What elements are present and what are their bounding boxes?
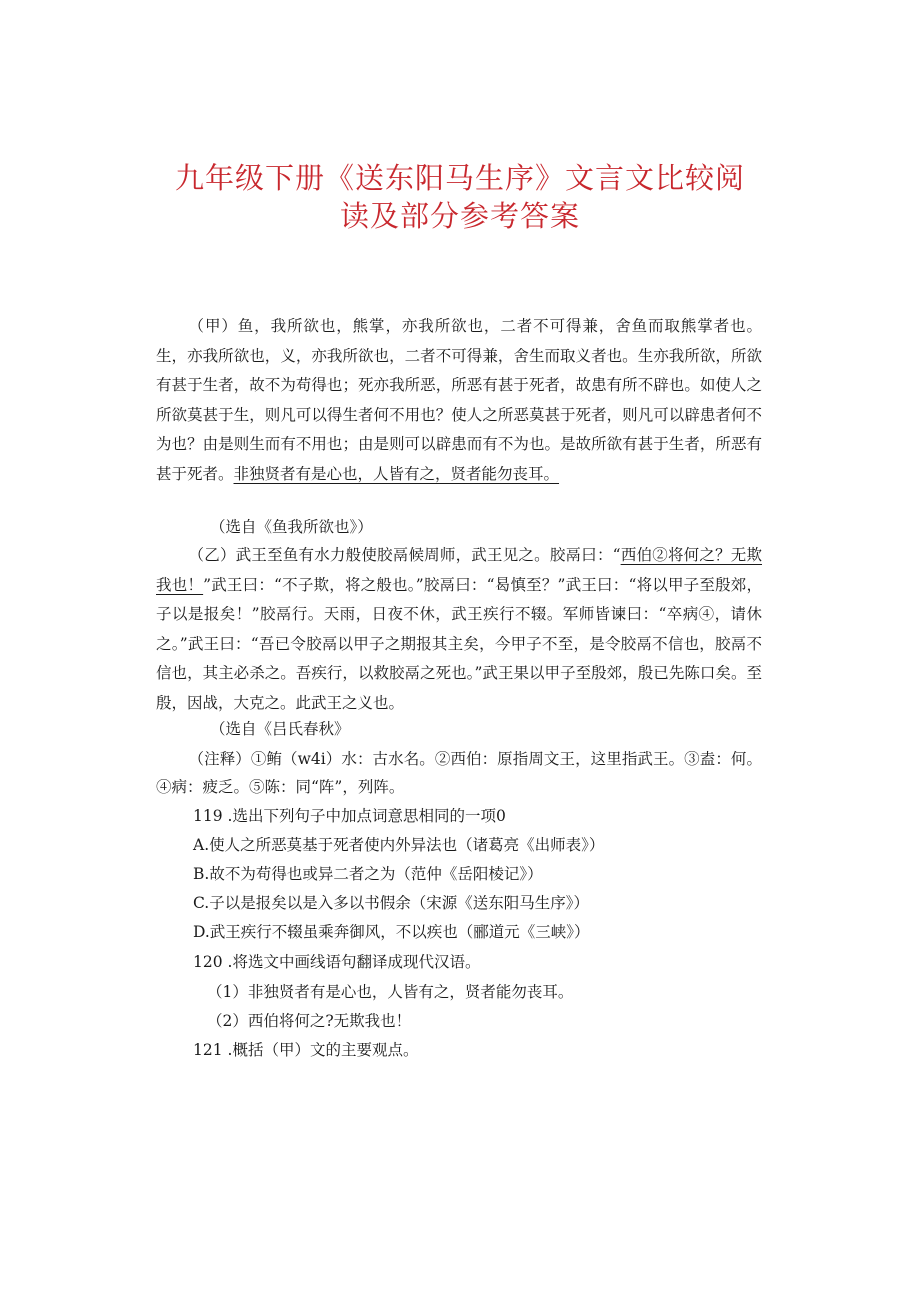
question-119-option-d: D.武王疾行不辍虽乘奔御风，不以疾也（郦道元《三峡》） [193,923,590,941]
question-119-option-c: C.子以是报矣以是入多以书假余（宋源《送东阳马生序》） [193,894,589,912]
question-120: 120 .将选文中画线语句翻译成现代汉语。 [193,953,481,971]
question-120-item-1: （1）非独贤者有是心也，人皆有之，贤者能勿丧耳。 [207,983,574,1001]
passage-yi-source: （选自《吕氏春秋》 [210,720,350,738]
annotation-notes: （注释）①鲔（w4i）水：古水名。②西伯：原指周文王，这里指武王。③盍：何。④病：疲乏。⑤陈：同“阵”，列阵。 [156,750,762,796]
question-120-item-2: （2）西伯将何之?无欺我也！ [207,1012,412,1030]
passage-jia [156,312,762,490]
passage-jia-source: （选自《鱼我所欲也》） [210,518,373,536]
passage-yi-text-a: （乙）武王至鱼有水力般使胶鬲候周师，武王见之。胶鬲曰：“ [188,546,621,564]
passage-yi-text-b: ”武王曰：“不子欺，将之般也。”胶鬲曰：“曷慎至？”武王曰：“将以甲子至殷郊，子以是报矣！”胶鬲行。天雨，日夜不休，武王疾行不辍。军师皆谏曰：“卒病④，请休之。”武王曰：“吾已令胶鬲以甲子之期报其主矣，今甲子不至，是令胶鬲不信也，胶鬲不信也，其主必杀之。吾疾行，以救胶鬲之死也。”武王果以甲子至殷郊，殷已先陈口矣。至殷，因战，大克之。此武王之义也。 [156,575,762,712]
passage-yi-underlined-sentence: 西伯②将何之？无欺我也！ [156,546,762,594]
document-title-line-1: 九年级下册《送东阳马生序》文言文比较阅 [174,161,745,195]
passage-jia-text: （甲）鱼，我所欲也，熊掌，亦我所欲也，二者不可得兼，舍鱼而取熊掌者也。生，亦我所欲也，义，亦我所欲也，二者不可得兼，舍生而取义者也。生亦我所欲，所欲有甚于生者，故不为苟得也；死亦我所恶，所恶有甚于死者，故患有所不辟也。如使人之所欲莫甚于生，则凡可以得生者何不用也？使人之所恶莫甚于死者，则凡可以辟患者何不为也？由是则生而有不用也；由是则可以辟患而有不为也。是故所欲有甚于生者，所恶有甚于死者。 [156,317,762,483]
passage-jia-underlined-sentence: 非独贤者有是心也，人皆有之，贤者能勿丧耳。 [233,464,560,483]
passage-yi [156,541,762,719]
question-119-option-b: B.故不为苟得也或异二者之为（范仲《岳阳棱记》） [193,865,543,883]
document-title-line-2: 读及部分参考答案 [339,199,580,233]
question-119-option-a: A.使人之所恶莫基于死者使内外异法也（诸葛亮《出师表》） [193,836,605,854]
question-121: 121 .概括（甲）文的主要观点。 [193,1041,419,1059]
question-119: 119 .选出下列句子中加点词意思相同的一项0 [193,807,506,825]
